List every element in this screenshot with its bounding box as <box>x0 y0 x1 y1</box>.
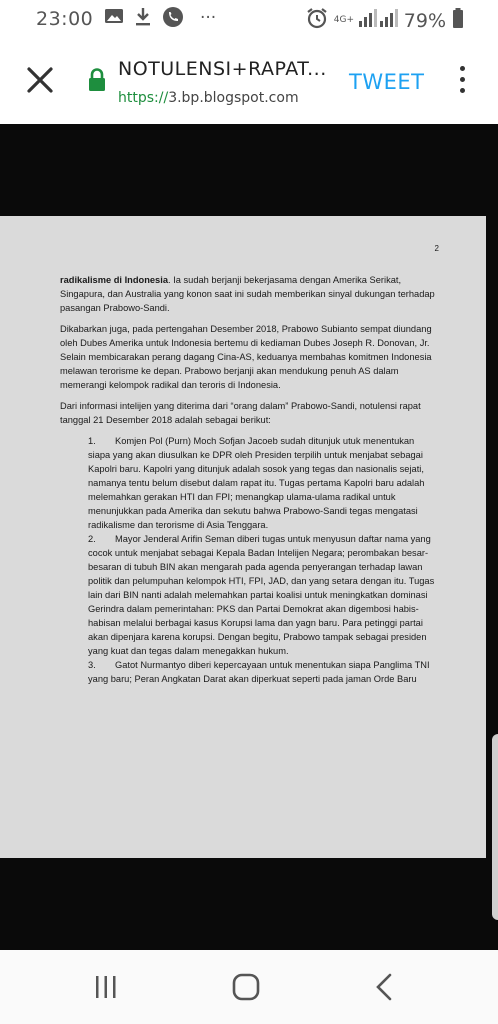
phone-icon <box>162 6 184 33</box>
document-body <box>60 273 438 686</box>
list-item-text: Komjen Pol (Purn) Moch Sofjan Jacoeb sudah ditunjuk utuk menentukan siapa yang akan diusulkan ke DPR oleh Presiden terpilih untuk menjabat sebagai Kapolri baru. Kapolri yang ditunjuk adalah sosok yang tegas dan nasionalis sejati, namanya tentu belum disebut dalam rapat itu. Tugas pertama Kapolri baru adalah melemahkan gerakan HTI dan FPI; menangkap ulama-ulama radikal untuk menunjukkan pada Amerika dan sekutu bahwa Prabowo-Sandi tegas mengatasi radikalisme dan terorisme di Asia Tenggara. <box>88 436 425 530</box>
list-item-number: 3. <box>88 660 96 670</box>
recents-button[interactable] <box>86 972 126 1002</box>
back-icon <box>364 972 404 1002</box>
paragraph-3: Dari informasi intelijen yang diterima dari “orang dalam” Prabowo-Sandi, notulensi rapat tanggal 21 Desember 2018 adalah sebagai berikut: <box>60 401 421 425</box>
battery-percent: 79% <box>403 9 446 32</box>
battery-icon <box>452 8 464 33</box>
document-page <box>0 216 486 858</box>
navigation-bar <box>0 950 498 1024</box>
image-icon <box>104 6 124 31</box>
status-right <box>306 7 464 34</box>
page-number: 2 <box>434 244 439 253</box>
paragraph-2: Dikabarkan juga, pada pertengahan Desember 2018, Prabowo Subianto sempat diundang oleh Dubes Amerika untuk Indonesia bertemu di kediaman Dubes Joseph R. Donovan, Jr. Selain membicarakan perang dagang Cina-AS, keduanya membahas komitmen Indonesia melawan terorisme ke depan. Prabowo berjanji akan mendukung penuh AS dalam memerangi kelompok radikal dan teroris di Indonesia. <box>60 324 432 390</box>
status-bar <box>0 0 498 38</box>
alarm-icon <box>306 7 328 34</box>
list-item-number: 1. <box>88 436 96 446</box>
download-icon <box>134 6 152 33</box>
lock-icon <box>88 68 106 96</box>
list-item-1 <box>88 434 438 532</box>
list-item-text: Gatot Nurmantyo diberi kepercayaan untuk menentukan siapa Panglima TNI yang baru; Peran Angkatan Darat akan diperkuat seperti pada jaman Orde Baru <box>88 660 430 684</box>
list-item-text: Mayor Jenderal Arifin Seman diberi tugas untuk menyusun daftar nama yang cocok untuk menjabat sebagai Kepala Badan Intelijen Negara; perombakan besar-besaran di tubuh BIN akan mengarah pada agenda penyerangan terhadap lawan politik dan pelumpuhan kelompok HTI, FPI, JAD, dan yang setara dengan itu. Tugas lain dari BIN nanti adalah melemahkan partai koalisi untuk meningkatkan dominasi Gerindra dalam pemerintahan: PKS dan Partai Demokrat akan digembosi habis-habisan melalui berbagai kasus Korupsi lama dan yagn baru. Para petinggi partai akan dipenjara karena korupsi. Dengan begitu, Prabowo tampak sebagai presiden yang kuat dan tegas dalam menegakkan hukum. <box>88 534 435 656</box>
url-scheme: https:// <box>118 90 169 106</box>
more-icon: ··· <box>200 8 217 28</box>
signal-icon <box>358 9 398 32</box>
paragraph-1 <box>60 273 438 315</box>
browser-toolbar <box>0 38 498 124</box>
list-item-number: 2. <box>88 534 96 544</box>
status-time: 23:00 <box>36 8 94 30</box>
recents-icon <box>86 972 126 1002</box>
tweet-button[interactable]: TWEET <box>349 70 425 94</box>
page-title: NOTULENSI+RAPAT... <box>118 58 327 80</box>
paragraph-1-text: . Ia sudah berjanji bekerjasama dengan Amerika Serikat, Singapura, dan Australia yang konon saat ini sudah memberikan sinyal dukungan terhadap pasangan Prabowo-Sandi. <box>60 275 435 313</box>
home-icon <box>226 972 266 1002</box>
menu-button[interactable] <box>452 66 472 98</box>
close-icon <box>20 60 60 100</box>
back-button[interactable] <box>364 972 404 1002</box>
home-button[interactable] <box>226 972 266 1002</box>
image-viewer[interactable] <box>0 124 498 950</box>
list-item-2 <box>88 532 438 658</box>
close-button[interactable] <box>20 60 60 100</box>
network-type: 4G+ <box>333 15 355 25</box>
page-url[interactable] <box>118 90 299 106</box>
url-host: 3.bp.blogspot.com <box>168 90 299 106</box>
menu-icon <box>452 66 472 93</box>
scroll-handle[interactable] <box>492 734 498 920</box>
paragraph-1-bold: radikalisme di Indonesia <box>60 275 168 285</box>
list-item-3 <box>88 658 438 686</box>
